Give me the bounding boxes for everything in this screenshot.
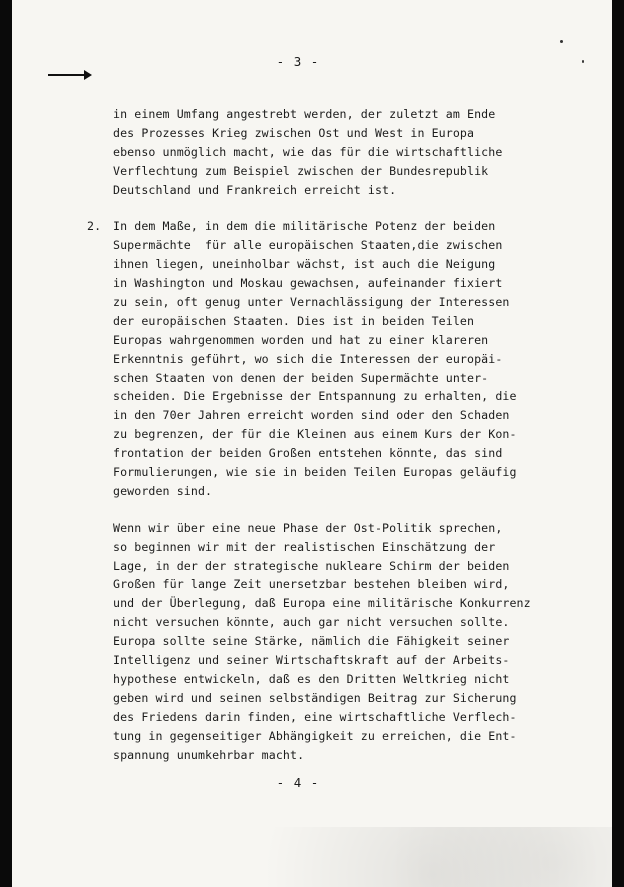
text-line: zu sein, oft genug unter Vernachlässigung der Interessen: [113, 295, 510, 310]
text-line: des Friedens darin finden, eine wirtschaftliche Verflech-: [113, 709, 517, 724]
numbered-paragraph: [87, 217, 553, 500]
text-line: Europa sollte seine Stärke, nämlich die Fähigkeit seiner: [113, 634, 510, 649]
text-line: des Prozesses Krieg zwischen Ost und West in Europa: [113, 125, 475, 140]
paragraph-ost-politik: [113, 519, 553, 765]
document-page: [12, 0, 612, 887]
paragraph-continuation: [113, 105, 553, 199]
text-line: spannung unumkehrbar macht.: [113, 747, 305, 762]
text-line: zu begrenzen, der für die Kleinen aus einem Kurs der Kon-: [113, 427, 517, 442]
text-line: Deutschland und Frankreich erreicht ist.: [113, 182, 397, 197]
text-line: Supermächte für alle europäischen Staaten,die zwischen: [113, 238, 503, 253]
text-line: hypothese entwickeln, daß es den Dritten Weltkrieg nicht: [113, 671, 510, 686]
text-line: und der Überlegung, daß Europa eine militärische Konkurrenz: [113, 596, 531, 611]
text-line: In dem Maße, in dem die militärische Potenz der beiden: [113, 219, 496, 234]
text-line: nicht versuchen könnte, auch gar nicht versuchen sollte.: [113, 615, 510, 630]
text-line: in Washington und Moskau gewachsen, aufeinander fixiert: [113, 276, 503, 291]
text-line: Lage, in der der strategische nukleare Schirm der beiden: [113, 558, 510, 573]
text-line: Formulierungen, wie sie in beiden Teilen Europas geläufig: [113, 465, 517, 480]
text-line: geben wird und seinen selbständigen Beitrag zur Sicherung: [113, 690, 517, 705]
text-line: ebenso unmöglich macht, wie das für die wirtschaftliche: [113, 144, 503, 159]
paragraph-number: 2.: [87, 219, 102, 234]
text-line: so beginnen wir mit der realistischen Einschätzung der: [113, 539, 496, 554]
page-number: - 3 -: [276, 54, 320, 69]
text-line: in einem Umfang angestrebt werden, der zuletzt am Ende: [113, 107, 496, 121]
text-line: schen Staaten von denen der beiden Supermächte unter-: [113, 370, 489, 385]
text-line: Intelligenz und seiner Wirtschaftskraft auf der Arbeits-: [113, 653, 510, 668]
text-line: Verflechtung zum Beispiel zwischen der Bundesrepublik: [113, 163, 489, 178]
text-line: Erkenntnis geführt, wo sich die Interessen der europäi-: [113, 351, 503, 366]
text-line: frontation der beiden Großen entstehen könnte, das sind: [113, 446, 503, 461]
text-line: der europäischen Staaten. Dies ist in beiden Teilen: [113, 313, 475, 328]
text-line: Großen für lange Zeit unersetzbar bestehen bleiben wird,: [113, 577, 510, 592]
text-line: Europas wahrgenommen worden und hat zu einer klareren: [113, 332, 489, 347]
margin-arrow-icon: [48, 70, 92, 80]
text-line: in den 70er Jahren erreicht worden sind oder den Schaden: [113, 408, 510, 423]
text-line: geworden sind.: [113, 483, 213, 498]
scan-noise: [12, 827, 612, 887]
text-line: Wenn wir über eine neue Phase der Ost-Politik sprechen,: [113, 520, 503, 535]
scan-speck: [560, 40, 563, 43]
text-line: scheiden. Die Ergebnisse der Entspannung zu erhalten, die: [113, 389, 517, 404]
scan-speck: [582, 60, 584, 63]
text-line: tung in gegenseitiger Abhängigkeit zu erreichen, die Ent-: [113, 728, 517, 743]
text-line: ihnen liegen, uneinholbar wächst, ist auch die Neigung: [113, 257, 496, 272]
next-page-marker: - 4 -: [276, 775, 320, 790]
body-text: [87, 105, 553, 764]
